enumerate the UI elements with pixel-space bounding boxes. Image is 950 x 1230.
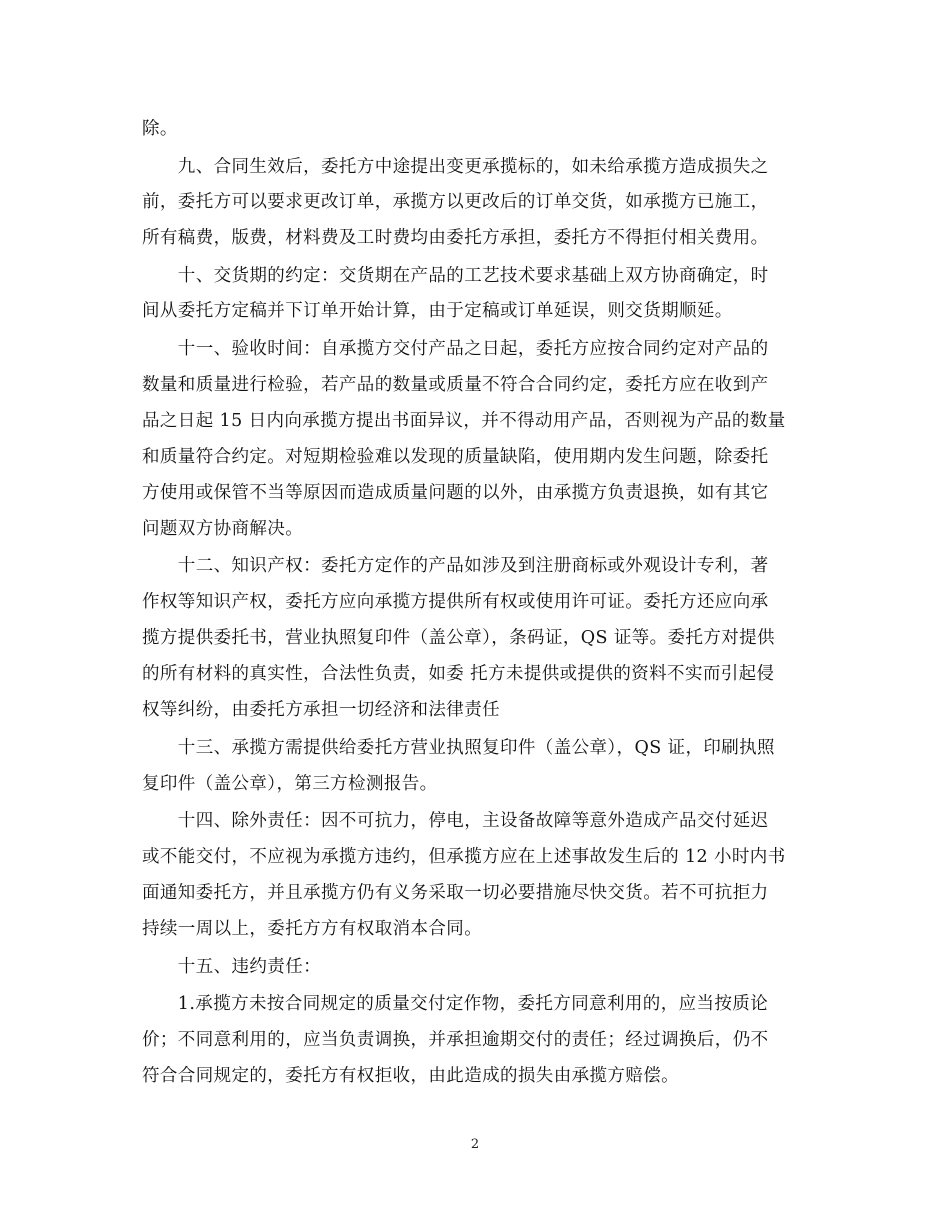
- text-line: 十、交货期的约定：交货期在产品的工艺技术要求基础上双方协商确定，时: [142, 266, 769, 286]
- text-line: 和质量符合约定。对短期检验难以发现的质量缺陷，使用期内发生问题，除委托: [142, 447, 769, 467]
- text-line: 间从委托方定稿并下订单开始计算，由于定稿或订单延误，则交货期顺延。: [142, 301, 733, 321]
- text-line: 十一、验收时间：自承揽方交付产品之日起，委托方应按合同约定对产品的: [142, 339, 769, 359]
- text-line: 所有稿费，版费，材料费及工时费均由委托方承担，委托方不得拒付相关费用。: [142, 228, 769, 248]
- text-line: 十四、除外责任：因不可抗力，停电，主设备故障等意外造成产品交付延迟: [142, 811, 769, 831]
- text-line: 的所有材料的真实性，合法性负责，如委 托方未提供或提供的资料不实而引起侵: [142, 664, 775, 684]
- text-line: 数量和质量进行检验，若产品的数量或质量不符合合同约定，委托方应在收到产: [142, 375, 769, 395]
- text-line: 价；不同意利用的，应当负责调换，并承担逾期交付的责任；经过调换后，仍不: [142, 1030, 769, 1050]
- text-line: 复印件（盖公章），第三方检测报告。: [142, 774, 438, 794]
- text-line: 十三、承揽方需提供给委托方营业执照复印件（盖公章），QS 证，印刷执照: [142, 738, 775, 758]
- text-line: 问题双方协商解决。: [142, 519, 304, 539]
- text-line: 十二、知识产权：委托方定作的产品如涉及到注册商标或外观设计专利，著: [142, 556, 769, 576]
- text-line: 或不能交付，不应视为承揽方违约，但承揽方应在上述事故发生后的 12 小时内书: [142, 847, 786, 867]
- page-number: 2: [470, 1137, 480, 1152]
- text-line: 作权等知识产权，委托方应向承揽方提供所有权或使用许可证。委托方还应向承: [142, 592, 769, 612]
- text-line: 符合合同规定的，委托方有权拒收，由此造成的损失由承揽方赔偿。: [142, 1066, 679, 1086]
- text-line: 权等纠纷，由委托方承担一切经济和法律责任: [142, 700, 500, 720]
- text-line: 持续一周以上，委托方方有权取消本合同。: [142, 919, 483, 939]
- text-line: 除。: [142, 119, 178, 139]
- text-line: 揽方提供委托书，营业执照复印件（盖公章），条码证，QS 证等。委托方对提供: [142, 628, 775, 648]
- text-line: 1.承揽方未按合同规定的质量交付定作物，委托方同意利用的，应当按质论: [142, 994, 769, 1014]
- text-line: 方使用或保管不当等原因而造成质量问题的以外，由承揽方负责退换，如有其它: [142, 483, 769, 503]
- text-line: 前，委托方可以要求更改订单，承揽方以更改后的订单交货，如承揽方已施工，: [142, 192, 769, 212]
- text-line: 品之日起 15 日内向承揽方提出书面异议，并不得动用产品，否则视为产品的数量: [142, 411, 786, 431]
- text-line: 面通知委托方，并且承揽方仍有义务采取一切必要措施尽快交货。若不可抗拒力: [142, 883, 769, 903]
- text-line: 九、合同生效后，委托方中途提出变更承揽标的，如未给承揽方造成损失之: [142, 157, 769, 177]
- text-line: 十五、违约责任：: [142, 957, 321, 977]
